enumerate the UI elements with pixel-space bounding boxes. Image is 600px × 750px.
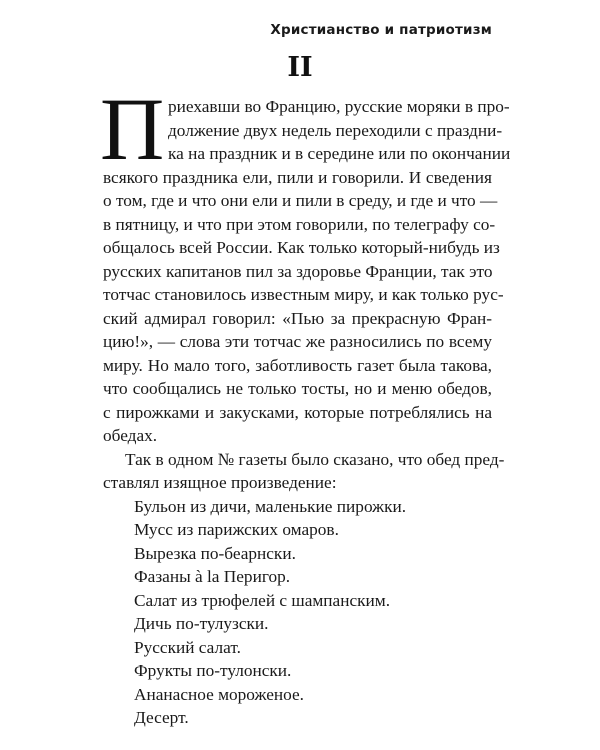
- text-line: миру. Но мало того, заботливость газет была такова,: [103, 355, 492, 375]
- menu-item: Фрукты по-тулонски.: [134, 661, 292, 680]
- menu-item: Десерт.: [134, 708, 189, 727]
- text-line: цию!», — слова эти тотчас же разносились по всему: [103, 332, 492, 351]
- text-line: Так в одном № газеты было сказано, что обед пред-: [125, 449, 505, 469]
- running-head: Христианство и патриотизм: [270, 22, 492, 38]
- text-line: должение двух недель переходили с праздни-: [168, 120, 503, 140]
- drop-cap: П: [100, 81, 165, 179]
- menu-item: Ананасное мороженое.: [134, 684, 304, 704]
- text-line: о том, где и что они ели и пили в среду, и где и что —: [103, 191, 498, 210]
- menu-item: Салат из трюфелей с шампанским.: [134, 590, 391, 610]
- text-line: в пятницу, и что при этом говорили, по телеграфу со-: [103, 214, 496, 234]
- text-line: ский адмирал говорил: «Пью за прекрасную Фран-: [103, 308, 492, 328]
- text-line: риехавши во Францию, русские моряки в про-: [168, 97, 510, 116]
- text-line: обедах.: [103, 426, 158, 445]
- menu-item: Бульон из дичи, маленькие пирожки.: [134, 496, 407, 516]
- chapter-number: II: [287, 52, 313, 83]
- menu-item: Русский салат.: [134, 637, 241, 657]
- menu-item: Дичь по-тулузски.: [134, 614, 269, 633]
- text-line: ставлял изящное произведение:: [103, 473, 337, 492]
- text-line: общалось всей России. Как только который-нибудь из: [103, 238, 500, 257]
- text-line: русских капитанов пил за здоровье Франции, так это: [103, 261, 493, 281]
- menu-item: Мусс из парижских омаров.: [134, 520, 339, 539]
- menu-item: Фазаны à la Перигор.: [134, 567, 291, 586]
- text-line: тотчас становилось известным миру, и как только рус-: [103, 285, 504, 304]
- menu-item: Вырезка по-беарнски.: [134, 543, 296, 563]
- text-line: всякого праздника ели, пили и говорили. И сведения: [103, 167, 492, 187]
- text-line: ка на праздник и в середине или по окончании: [168, 144, 511, 163]
- text-line: что сообщались не только тосты, но и меню обедов,: [103, 379, 492, 398]
- text-line: с пирожками и закусками, которые потреблялись на: [103, 402, 492, 422]
